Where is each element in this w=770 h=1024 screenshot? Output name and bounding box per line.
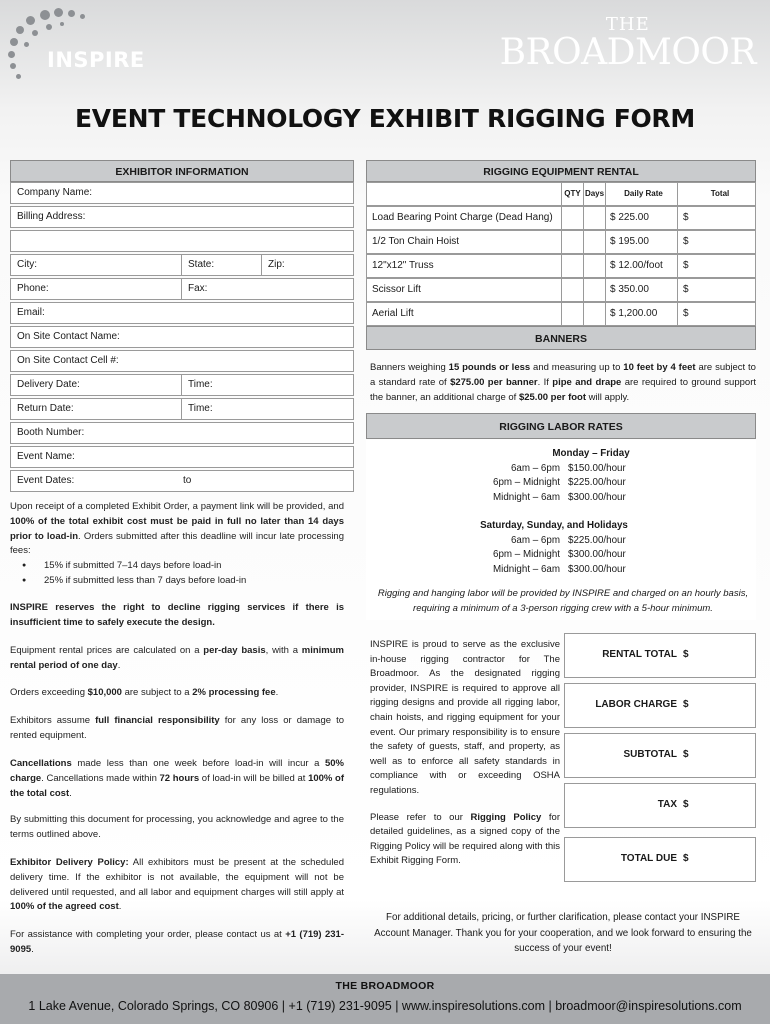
list-item (366, 462, 756, 477)
event-dates-to: to (183, 475, 192, 486)
delivery-policy-note (10, 856, 344, 915)
banner-rate: $275.00 per banner (450, 377, 538, 388)
city-state-zip-row (10, 254, 354, 276)
labor-note: Rigging and hanging labor will be provided by INSPIRE and charged on an hourly basis, requiring a minimum of a 3-person rigging crew with a 5-hour minimum. (377, 588, 749, 614)
company-name-label: Company Name: (17, 187, 93, 198)
zip-label: Zip: (268, 259, 285, 270)
city-field[interactable] (11, 255, 181, 275)
cancellation-text: . Cancellations made within (41, 772, 160, 784)
total-label: LABOR CHARGE (595, 699, 677, 710)
banners-heading: BANNERS (366, 326, 756, 350)
tax-field[interactable] (564, 783, 756, 828)
item-total[interactable]: $ (677, 303, 757, 325)
cancellation-text: made less than one week before load-in will incur a (71, 758, 325, 769)
processing-fee-text: . (275, 687, 279, 698)
item-name: Aerial Lift (372, 308, 414, 319)
late-fee-intro: . Orders submitted after this deadline will incur late processing fees: (10, 530, 344, 557)
broadmoor-logo-name: BROADMOOR (499, 32, 756, 73)
weekend-rates (366, 519, 756, 577)
state-field[interactable] (181, 255, 261, 275)
days-input[interactable] (583, 231, 605, 253)
banner-text: Banners weighing (370, 362, 449, 373)
item-total[interactable]: $ (677, 255, 757, 277)
list-item (366, 476, 756, 491)
item-rate: $ 195.00 (605, 231, 677, 253)
form-title: EVENT TECHNOLOGY EXHIBIT RIGGING FORM (75, 104, 695, 133)
item-name: 12"x12" Truss (372, 260, 434, 271)
total-currency: $ (683, 799, 689, 810)
fax-label: Fax: (188, 283, 208, 294)
return-date-label: Return Date: (17, 403, 74, 414)
delivery-time-field[interactable] (181, 375, 353, 395)
days-column-header: Days (583, 183, 605, 205)
acknowledgement-note: By submitting this document for processing, you acknowledge and agree to the terms outlined above. (10, 814, 344, 840)
booth-number-field[interactable] (10, 422, 354, 444)
rental-pricing-text: , with a (265, 645, 302, 656)
item-rate: $ 1,200.00 (605, 303, 677, 325)
assistance-note (10, 928, 344, 958)
delivery-policy-bold: Exhibitor Delivery Policy: (10, 857, 129, 868)
item-total[interactable]: $ (677, 231, 757, 253)
footer-name: THE BROADMOOR (335, 980, 435, 992)
processing-fee-amount: $10,000 (87, 687, 122, 698)
cancellation-hours: 72 hours (159, 772, 200, 784)
return-time-field[interactable] (181, 399, 353, 419)
item-name: Scissor Lift (372, 284, 421, 295)
footer (0, 974, 770, 1024)
rental-pricing-bold: per-day basis (203, 645, 266, 656)
item-rate: $ 350.00 (605, 279, 677, 301)
item-total[interactable]: $ (677, 207, 757, 229)
weekday-rates (366, 447, 756, 505)
policy-text: for detailed guidelines, as a signed copy of the Rigging Policy will be required along with this Exhibit Rigging Form. (370, 811, 560, 867)
assistance-text: . (31, 943, 34, 955)
payment-deadline-text: 100% of the total exhibit cost must be paid in full no later than 14 days prior to load-in (10, 515, 344, 542)
rate-time: Midnight – 6am (493, 563, 560, 575)
total-column-header: Total (677, 183, 757, 205)
banner-text: . If (537, 377, 553, 388)
phone-label: Phone: (17, 283, 49, 294)
rental-pricing-note (10, 644, 344, 674)
delivery-date-label: Delivery Date: (17, 379, 80, 390)
total-currency: $ (683, 853, 689, 864)
late-fee-item: ● 25% if submitted less than 7 days before load-in (44, 574, 344, 589)
email-field[interactable] (10, 302, 354, 324)
list-item (366, 534, 756, 549)
rate-price: $150.00/hour (568, 462, 626, 474)
weekend-title: Saturday, Sunday, and Holidays (480, 520, 628, 531)
zip-field[interactable] (261, 255, 353, 275)
inspire-logo (6, 4, 146, 90)
rental-pricing-text: Equipment rental prices are calculated on a (10, 645, 204, 656)
processing-fee-text: Orders exceeding (10, 687, 88, 698)
fax-field[interactable] (181, 279, 353, 299)
item-name: Load Bearing Point Charge (Dead Hang) (372, 212, 553, 223)
rate-time: 6am – 6pm (510, 534, 560, 546)
table-row (366, 206, 756, 230)
rate-column-header: Daily Rate (605, 183, 677, 205)
total-due-field[interactable] (564, 837, 756, 882)
billing-address-label: Billing Address: (17, 211, 86, 222)
banner-text: and measuring up to (530, 362, 624, 373)
rate-time: 6pm – Midnight (493, 477, 560, 488)
table-row (366, 254, 756, 278)
event-dates-field[interactable] (10, 470, 354, 492)
banner-size: 10 feet by 4 feet (623, 362, 696, 373)
rigging-table-header (366, 182, 756, 206)
event-dates-label: Event Dates: (17, 475, 75, 486)
inspire-wordmark: INSPIRE (47, 48, 145, 72)
phone-field[interactable] (11, 279, 181, 299)
closing-message: For additional details, pricing, or further clarification, please contact your INSPIRE Account Manager. Thank you for your cooperation, and we look forward to ensuring the success of your event! (374, 912, 752, 954)
rate-price: $225.00/hour (568, 534, 626, 546)
delivery-time-label: Time: (188, 379, 213, 390)
banners-description (370, 360, 756, 405)
delivery-policy-cost: 100% of the agreed cost (10, 901, 119, 913)
company-name-field[interactable] (10, 182, 354, 204)
qty-input[interactable] (561, 231, 583, 253)
return-row (10, 398, 354, 420)
cancellation-bold: Cancellations (10, 758, 72, 769)
broadmoor-logo (500, 16, 756, 72)
qty-input[interactable] (561, 207, 583, 229)
item-total[interactable]: $ (677, 279, 757, 301)
rental-total-field[interactable] (564, 633, 756, 678)
payment-terms (10, 500, 344, 589)
rate-price: $300.00/hour (568, 491, 626, 503)
item-rate: $ 12.00/foot (605, 255, 677, 277)
footer-contact: 1 Lake Avenue, Colorado Springs, CO 80906 | +1 (719) 231-9095 | www.inspiresolutions.com | broadmoor@inspiresolutions.com (28, 999, 742, 1013)
total-label: TOTAL DUE (620, 853, 677, 864)
event-name-field[interactable] (10, 446, 354, 468)
state-label: State: (188, 259, 215, 270)
processing-fee-text: are subject to a (121, 687, 193, 698)
qty-column-header: QTY (561, 183, 583, 205)
contractor-text: INSPIRE is proud to serve as the exclusive in-house rigging contractor for The Broadmoor. As the designated rigging provider, INSPIRE is required to approve all rigging designs and provide all rigging labor, chain hoists, and rigging equipment for your event. Our primary responsibility is to ensure the safety of guests, staff, and property, as well as to enforce all safety standards in compliance with or exceeding OSHA regulations. (370, 639, 560, 796)
rigging-policy-note (370, 811, 560, 869)
rate-price: $225.00/hour (568, 477, 626, 488)
broadmoor-logo-the: THE (605, 14, 650, 35)
cancellation-charge: 50% charge (10, 758, 344, 784)
cancellation-note (10, 757, 344, 801)
delivery-policy-text: All exhibitors must be present at the scheduled delivery time. If the exhibitor is not available, the equipment will not be delivered until requested, and all labor and equipment charges will still apply at (10, 857, 344, 898)
onsite-cell-label: On Site Contact Cell #: (17, 355, 119, 366)
return-time-label: Time: (188, 403, 213, 414)
assistance-phone: +1 (719) 231-9095 (10, 929, 344, 955)
event-name-label: Event Name: (17, 451, 75, 462)
cancellation-total: 100% of the total cost (10, 772, 344, 799)
days-input[interactable] (583, 303, 605, 325)
rate-time: Midnight – 6am (493, 491, 560, 503)
onsite-contact-field[interactable] (10, 326, 354, 348)
city-label: City: (17, 259, 37, 270)
banner-text: are required to ground support the banner, an additional charge of (370, 377, 756, 403)
qty-input[interactable] (561, 255, 583, 277)
days-input[interactable] (583, 255, 605, 277)
labor-charge-field[interactable] (564, 683, 756, 728)
policy-link: Rigging Policy (470, 811, 542, 823)
delivery-policy-text: . (118, 901, 122, 913)
contractor-info (370, 638, 560, 869)
rate-time: 6am – 6pm (510, 462, 560, 474)
banner-text: will apply. (586, 392, 630, 403)
late-fee-list (10, 559, 344, 589)
liability-note (10, 714, 344, 744)
onsite-cell-field[interactable] (10, 350, 354, 372)
payment-terms-text: Upon receipt of a completed Exhibit Order, a payment link will be provided, and (10, 501, 344, 512)
rental-pricing-text: . (117, 659, 121, 671)
rental-minimum-bold: minimum rental period of one day (10, 645, 345, 671)
header (0, 0, 770, 100)
booth-number-label: Booth Number: (17, 427, 85, 438)
onsite-contact-label: On Site Contact Name: (17, 331, 120, 342)
table-row (366, 230, 756, 254)
assistance-text: For assistance with completing your order, please contact us at (10, 929, 286, 940)
labor-rates-heading: RIGGING LABOR RATES (366, 413, 756, 439)
total-currency: $ (683, 699, 689, 710)
item-rate: $ 225.00 (605, 207, 677, 229)
phone-fax-row (10, 278, 354, 300)
liability-text: Exhibitors assume (10, 715, 96, 726)
email-label: Email: (17, 307, 45, 318)
total-label: RENTAL TOTAL (602, 649, 677, 660)
list-item (366, 491, 756, 506)
subtotal-field[interactable] (564, 733, 756, 778)
banner-extra-rate: $25.00 per foot (518, 392, 587, 403)
banner-weight: 15 pounds or less (448, 362, 531, 373)
liability-text: for any loss or damage to rented equipment. (10, 715, 344, 741)
decline-notice: INSPIRE reserves the right to decline rigging services if there is insufficient time to safely execute the design. (10, 602, 344, 628)
qty-input[interactable] (561, 303, 583, 325)
days-input[interactable] (583, 279, 605, 301)
policy-text: Please refer to our (370, 811, 471, 823)
exhibitor-info-heading: EXHIBITOR INFORMATION (10, 160, 354, 182)
late-fee-item: ● 15% if submitted 7–14 days before load-in (44, 559, 344, 574)
billing-address-field[interactable] (10, 206, 354, 228)
delivery-date-field[interactable] (11, 375, 181, 395)
weekday-title: Monday – Friday (552, 448, 630, 459)
rate-price: $300.00/hour (568, 563, 626, 575)
banner-pipe-drape: pipe and drape (552, 377, 622, 388)
processing-fee-note (10, 686, 344, 701)
rigging-rental-heading: RIGGING EQUIPMENT RENTAL (366, 160, 756, 182)
total-label: SUBTOTAL (623, 749, 677, 760)
total-currency: $ (683, 649, 689, 660)
qty-input[interactable] (561, 279, 583, 301)
rate-price: $300.00/hour (568, 549, 626, 560)
billing-address-line2-field[interactable] (10, 230, 354, 252)
list-item (366, 563, 756, 578)
list-item (366, 548, 756, 563)
table-row (366, 302, 756, 326)
rate-time: 6pm – Midnight (493, 549, 560, 560)
processing-fee-rate: 2% processing fee (192, 687, 276, 698)
table-row (366, 278, 756, 302)
total-label: TAX (657, 799, 677, 810)
banner-text: are subject to a standard rate of (370, 362, 756, 388)
cancellation-text: of load-in will be billed at (199, 772, 309, 784)
days-input[interactable] (583, 207, 605, 229)
total-currency: $ (683, 749, 689, 760)
item-name: 1/2 Ton Chain Hoist (372, 236, 460, 247)
return-date-field[interactable] (11, 399, 181, 419)
cancellation-text: . (69, 787, 72, 799)
liability-bold: full financial responsibility (95, 715, 220, 726)
delivery-row (10, 374, 354, 396)
